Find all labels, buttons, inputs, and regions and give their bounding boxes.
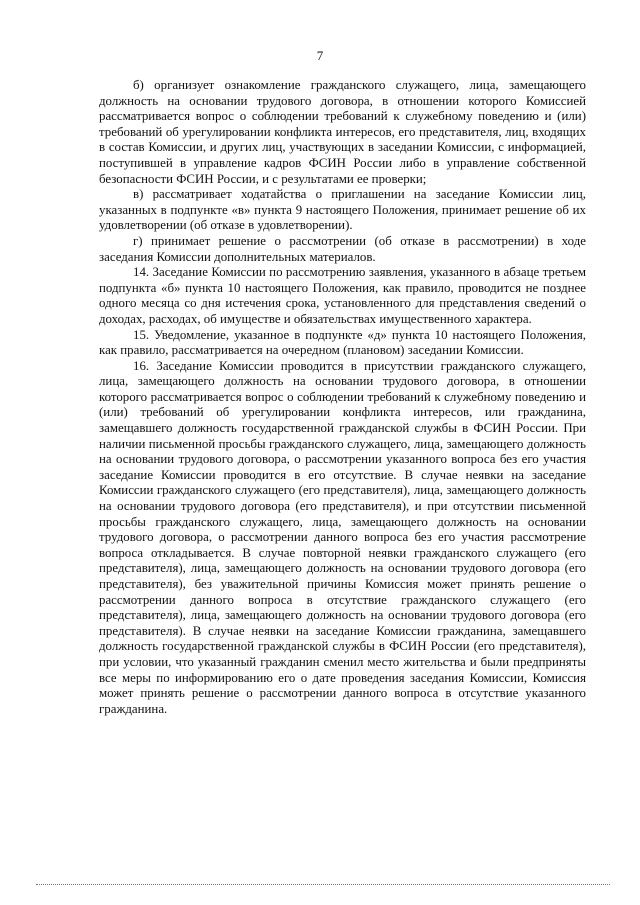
paragraph-14: 14. Заседание Комиссии по рассмотрению заявления, указанного в абзаце третьем подпункта «б» пункта 10 настоящего Положения, как правило, проводится не позднее одного месяца со дня истечения срока, установленного для представления сведений о доходах, расходах, об имуществе и обязательствах имущественного характера.: [99, 265, 586, 326]
scan-edge-line: [36, 884, 610, 885]
document-body: [99, 78, 586, 717]
paragraph-15: 15. Уведомление, указанное в подпункте «д» пункта 10 настоящего Положения, как правило, рассматривается на очередном (плановом) заседании Комиссии.: [99, 327, 586, 358]
paragraph-13g: г) принимает решение о рассмотрении (об отказе в рассмотрении) в ходе заседания Комиссии дополнительных материалов.: [99, 233, 586, 264]
paragraph-13b: б) организует ознакомление гражданского служащего, лица, замещающего должность на основании трудового договора, в отношении которого Комиссией рассматривается вопрос о соблюдении требований к служебному поведению и (или) требований об урегулировании конфликта интересов, его представителя, лиц, входящих в состав Комиссии, и других лиц, участвующих в заседании Комиссии, с информацией, поступившей в управление кадров ФСИН России либо в управление собственной безопасности ФСИН России, и с результатами ее проверки;: [99, 78, 586, 186]
page-number: 7: [316, 48, 324, 63]
paragraph-13v: в) рассматривает ходатайства о приглашении на заседание Комиссии лиц, указанных в подпункте «в» пункта 9 настоящего Положения, принимает решение об их удовлетворении (об отказе в удовлетворении).: [99, 187, 586, 233]
paragraph-16: 16. Заседание Комиссии проводится в присутствии гражданского служащего, лица, замещающего должность на основании трудового договора, в отношении которого рассматривается вопрос о соблюдении требований к служебному поведению и (или) требований об урегулировании конфликта интересов, или гражданина, замещавшего должность государственной гражданской службы в ФСИН России. При наличии письменной просьбы гражданского служащего, лица, замещающего должность на основании трудового договора, о рассмотрении указанного вопроса без его участия заседание Комиссии проводится в его отсутствие. В случае неявки на заседание Комиссии гражданского служащего (его представителя), лица, замещающего должность на основании трудового договора (его представителя), и при отсутствии письменной просьбы гражданского служащего, лица, замещающего должность на основании трудового договора, о рассмотрении данного вопроса без его участия рассмотрение вопроса откладывается. В случае повторной неявки гражданского служащего (его представителя), лица, замещающего должность на основании трудового договора (его представителя), без уважительной причины Комиссия может принять решение о рассмотрении данного вопроса в отсутствие гражданского служащего (его представителя), лица, замещающего должность на основании трудового договора (его представителя). В случае неявки на заседание Комиссии гражданина, замещавшего должность государственной гражданской службы в ФСИН России (его представителя), при условии, что указанный гражданин сменил место жительства и были предприняты все меры по информированию его о дате проведения заседания Комиссии, Комиссия может принять решение о рассмотрении данного вопроса в отсутствие указанного гражданина.: [99, 358, 586, 716]
